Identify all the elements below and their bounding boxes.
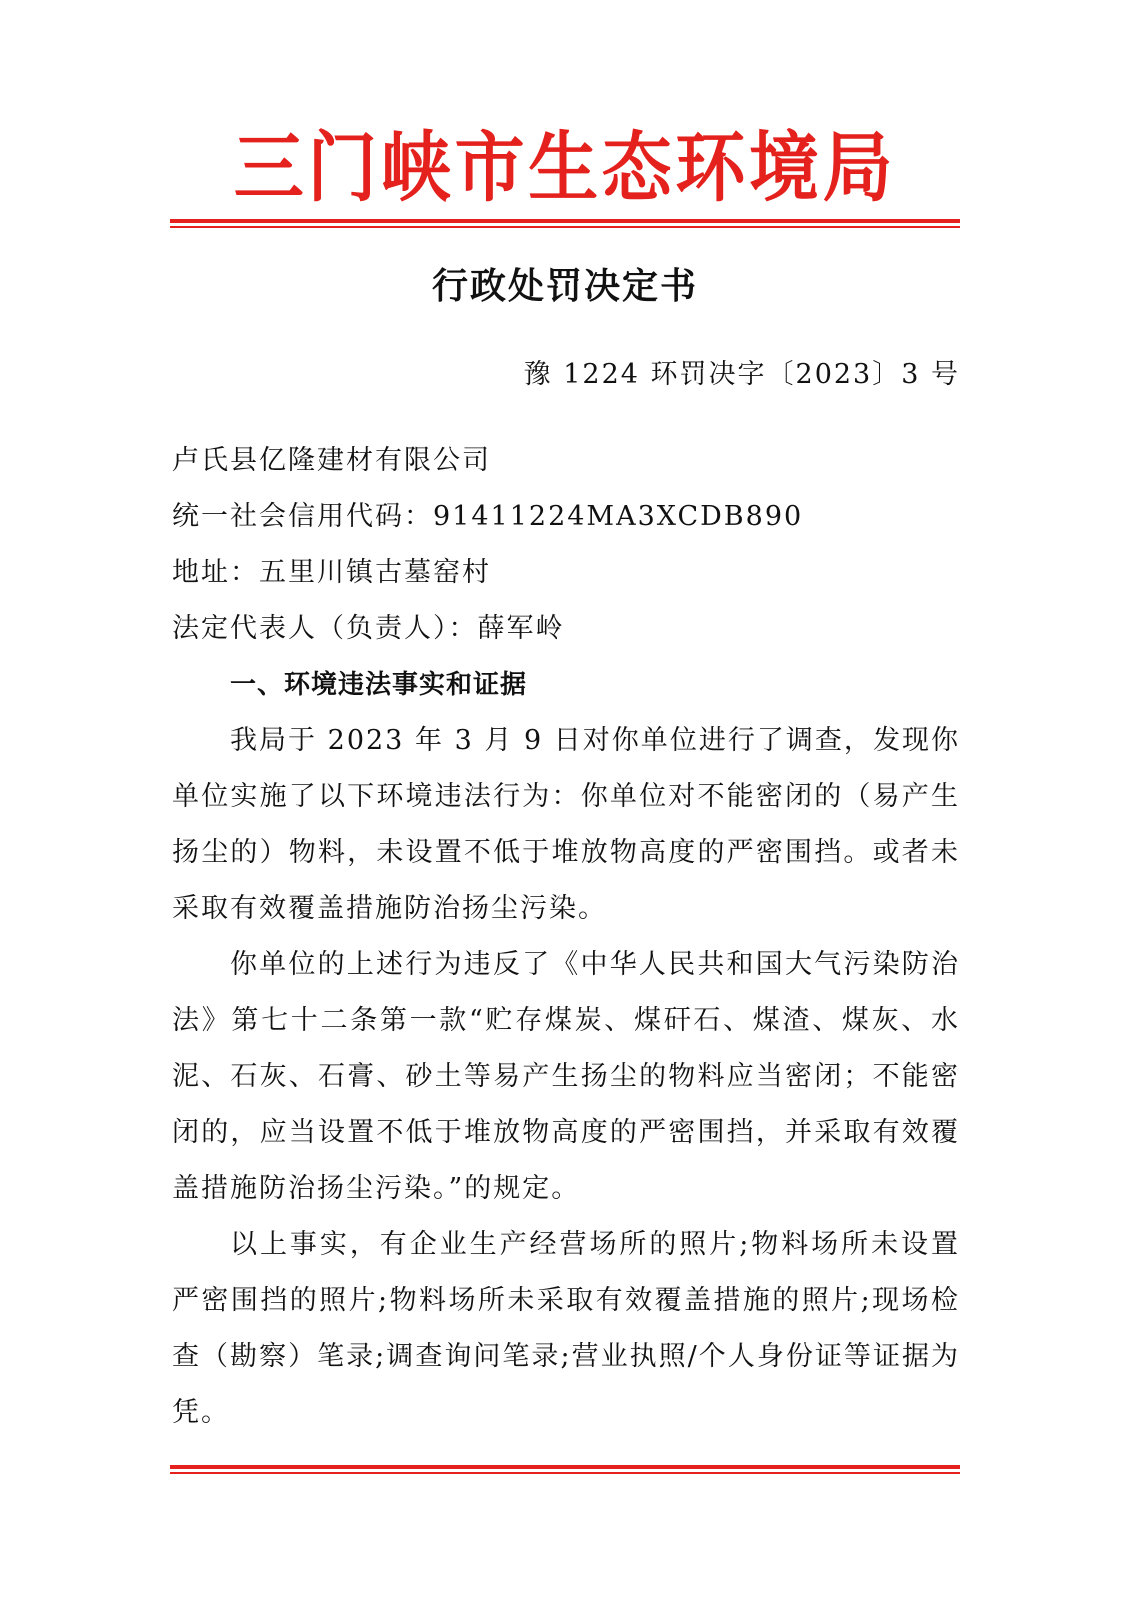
divider-thick-line	[170, 219, 960, 223]
footer-divider	[170, 1465, 960, 1474]
party-credit-code: 统一社会信用代码：91411224MA3XCDB890	[172, 501, 804, 532]
party-legal-representative: 法定代表人（负责人）：薛军岭	[172, 613, 565, 644]
divider-thick-line	[170, 1465, 960, 1469]
party-name: 卢氏县亿隆建材有限公司	[172, 445, 491, 476]
divider-thin-line	[170, 226, 960, 228]
letterhead-org-name: 三门峡市生态环境局	[233, 123, 897, 212]
document-body	[172, 433, 960, 1441]
party-address: 地址：五里川镇古墓窑村	[172, 557, 491, 588]
section-heading: 一、环境违法事实和证据	[230, 670, 528, 700]
document-number: 豫 1224 环罚决字〔2023〕3 号	[523, 359, 960, 390]
paragraph-evidence: 以上事实，有企业生产经营场所的照片;物料场所未设置严密围挡的照片;物料场所未采取有效覆盖措施的照片;现场检查（勘察）笔录;调查询问笔录;营业执照/个人身份证等证据为凭。	[172, 1229, 960, 1428]
paragraph-legal-violation: 你单位的上述行为违反了《中华人民共和国大气污染防治法》第七十二条第一款“贮存煤炭、煤矸石、煤渣、煤灰、水泥、石灰、石膏、砂土等易产生扬尘的物料应当密闭；不能密闭的，应当设置不低于堆放物高度的严密围挡，并采取有效覆盖措施防治扬尘污染。”的规定。	[172, 949, 960, 1204]
letterhead-divider	[170, 219, 960, 228]
document-title: 行政处罚决定书	[431, 266, 698, 307]
paragraph-investigation: 我局于 2023 年 3 月 9 日对你单位进行了调查，发现你单位实施了以下环境违法行为：你单位对不能密闭的（易产生扬尘的）物料，未设置不低于堆放物高度的严密围挡。或者未采取有效覆盖措施防治扬尘污染。	[172, 725, 960, 924]
divider-thin-line	[170, 1472, 960, 1474]
